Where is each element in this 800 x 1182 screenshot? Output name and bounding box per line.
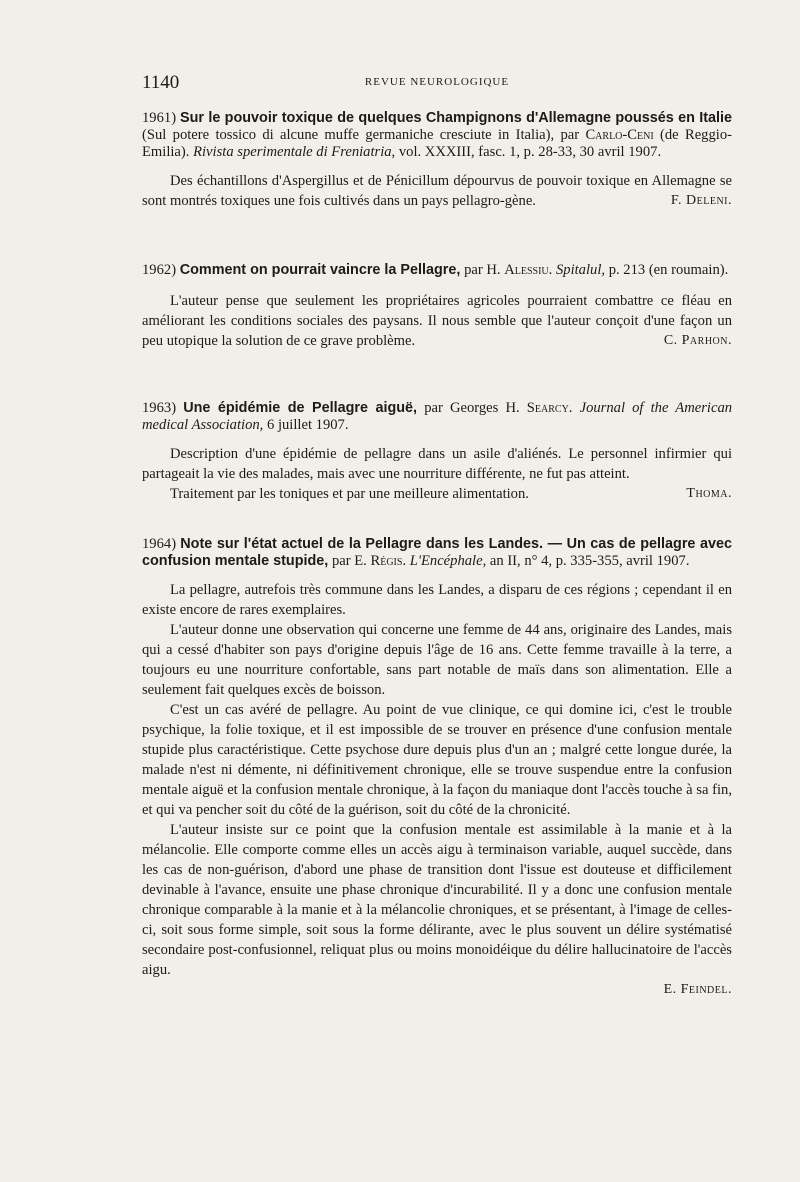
abstract-entry-1962 xyxy=(142,262,732,351)
entry-journal: L'Encéphale, xyxy=(409,553,487,569)
entry-heading: 1961) Sur le pouvoir toxique de quelques Champignons d'Allemagne poussés en Italie (Sul potere tossico di alcune muffe germaniche cresciute in Italia), par Carlo-Ceni (de Reggio-Emilia). Rivista sperimentale di Freniatria, vol. XXXIII, fasc. 1, p. 28-33, 30 avril 1907. xyxy=(142,110,732,160)
entry-title: Sur le pouvoir toxique de quelques Champignons d'Allemagne poussés en Italie xyxy=(180,110,732,126)
entry-heading: 1962) Comment on pourrait vaincre la Pellagre, par H. Alessiu. Spitalul, p. 213 (en roumain). xyxy=(142,262,729,278)
entry-journal: Spitalul, xyxy=(555,262,606,278)
entry-signature: E. Feindel. xyxy=(663,982,732,997)
entry-title: Comment on pourrait vaincre la Pellagre, xyxy=(179,262,461,278)
entry-author: Régis. xyxy=(370,553,407,569)
entry-paragraph: Description d'une épidémie de pellagre dans un asile d'aliénés. Le personnel infirmier qui partageait la vie des malades, mais avec une nourriture différente, ne fut pas atteint. xyxy=(142,446,732,482)
entry-paragraph: Des échantillons d'Aspergillus et de Pénicillum dépourvus de pouvoir toxique en Allemagne se sont montrés toxiques une fois cultivés dans un pays pellagro-gène. xyxy=(142,173,732,209)
entry-title: Note sur l'état actuel de la Pellagre dans les Landes. — Un cas de pellagre avec confusion mentale stupide, xyxy=(142,536,732,569)
entry-details: p. 213 (en roumain). xyxy=(608,262,729,278)
entry-paragraph: C'est un cas avéré de pellagre. Au point de vue clinique, ce qui domine ici, c'est le trouble psychique, la folie toxique, et il est impossible de se trouver en présence d'une confusion mentale stupide plus caractéristique. Cette psychose dure depuis plus d'un an ; malgré cette longue durée, la malade n'est ni démente, ni définitivement chronique, elle se trouve suspendue entre la confusion mentale aiguë et la confusion mentale chronique, à la façon du maniaque dont l'accès touche à sa fin, et qui va pencher soit du côté de la guérison, soit du côté de la chronicité. xyxy=(142,702,732,818)
entry-signature: Thoma. xyxy=(686,486,732,501)
abstract-entry-1963 xyxy=(142,400,732,504)
entry-signature: F. Deleni. xyxy=(670,193,732,208)
page-header xyxy=(142,72,732,94)
entry-paragraph: La pellagre, autrefois très commune dans les Landes, a disparu de ces régions ; cependant il en existe encore de rares exemplaires. xyxy=(142,582,732,618)
entry-paragraph: L'auteur donne une observation qui concerne une femme de 44 ans, originaire des Landes, mais qui a cessé d'habiter son pays d'origine depuis l'âge de 16 ans. Cette femme travaille à la terre, a toujours eu une nourriture confortable, sans part notable de maïs dans son alimentation. Elle a seulement fait quelques excès de boisson. xyxy=(142,622,732,698)
entry-heading: 1964) Note sur l'état actuel de la Pellagre dans les Landes. — Un cas de pellagre avec confusion mentale stupide, par E. Régis. L'Encéphale, an II, n° 4, p. 335-355, avril 1907. xyxy=(142,536,732,569)
entry-paragraph: L'auteur pense que seulement les propriétaires agricoles pourraient combattre ce fléau en améliorant les conditions sociales des paysans. Il nous semble que l'auteur conçoit d'une façon un peu utopique la solution de ce grave problème. xyxy=(142,293,732,349)
entry-last-line xyxy=(142,484,732,504)
entry-author: Carlo-Ceni xyxy=(585,127,654,143)
entry-heading: 1963) Une épidémie de Pellagre aiguë, par Georges H. Searcy. Journal of the American medical Association, 6 juillet 1907. xyxy=(142,400,733,433)
entry-journal: Rivista sperimentale di Freniatria, xyxy=(193,144,396,160)
abstract-entry-1964 xyxy=(142,536,732,1000)
entry-details: 6 juillet 1907. xyxy=(267,417,349,433)
entry-details: vol. XXXIII, fasc. 1, p. 28-33, 30 avril 1907. xyxy=(398,144,662,160)
abstract-entry-1961 xyxy=(142,110,732,211)
entry-author: Searcy. xyxy=(526,400,573,416)
entry-paragraph: L'auteur insiste sur ce point que la confusion mentale est assimilable à la manie et à la mélancolie. Elle comporte comme elles un accès aigu à terminaison variable, auquel succède, dans les cas de non-guérison, d'abord une phase de transition dont l'issue est douteuse et difficilement devinable à l'avance, ensuite une phase chronique d'incurabilité. Il y a donc une confusion mentale chronique comparable à la manie et à la mélancolie chroniques, et se présentant, à l'image de celles-ci, soit sous forme simple, soit sous la forme délirante, avec le plus souvent un délire systématisé secondaire post-confusionnel, reliquat plus ou moins monoidéique du délire hallucinatoire de l'accès aigu. xyxy=(142,822,732,978)
entry-paragraph: Traitement par les toniques et par une meilleure alimentation. xyxy=(170,486,529,502)
entry-signature: C. Parhon. xyxy=(663,333,732,348)
page-number: 1140 xyxy=(142,72,180,93)
entry-details: an II, n° 4, p. 335-355, avril 1907. xyxy=(489,553,690,569)
running-title: REVUE NEUROLOGIQUE xyxy=(364,76,510,88)
entry-author: Alessiu. xyxy=(504,262,553,278)
entry-journal: Journal of the American medical Association, xyxy=(142,400,733,433)
entry-title: Une épidémie de Pellagre aiguë, xyxy=(183,400,418,416)
